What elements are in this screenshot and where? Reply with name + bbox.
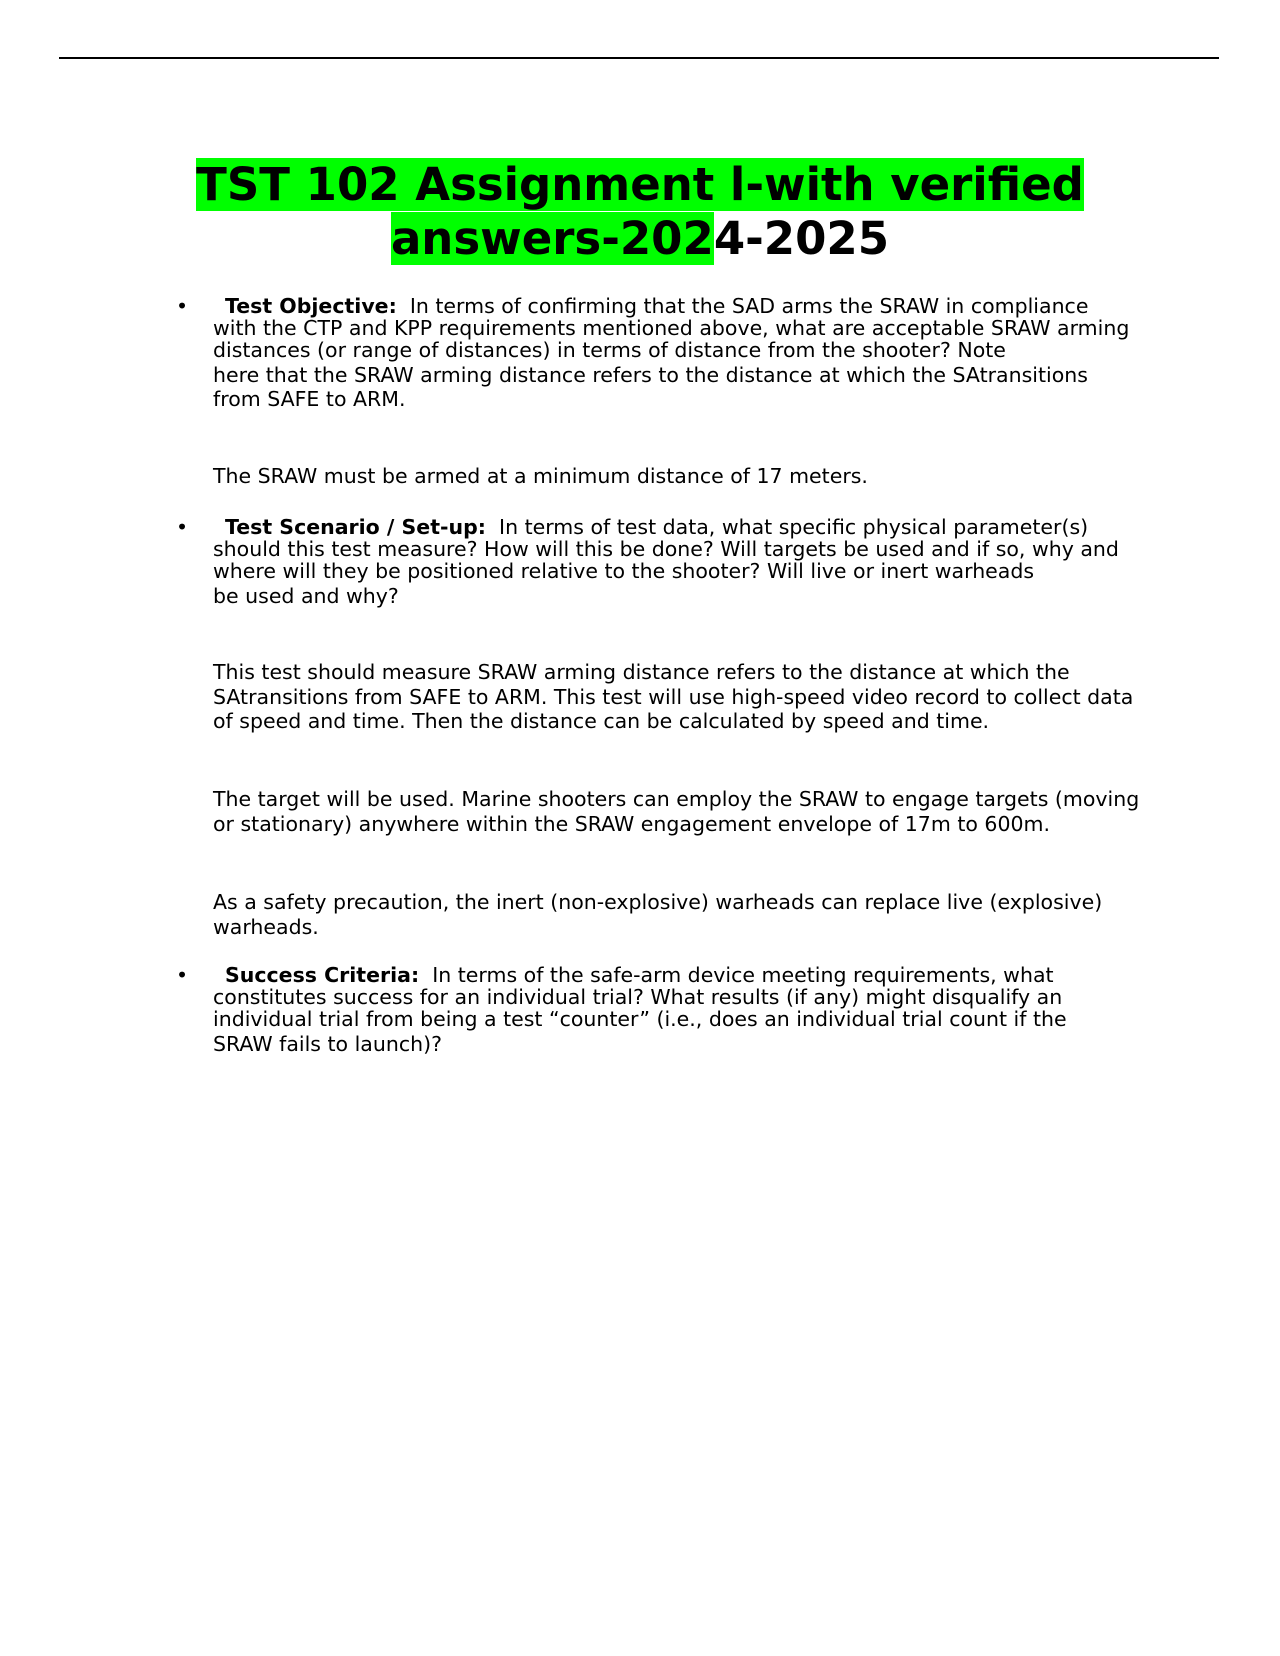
bullet-icon: • [176,963,189,987]
bullet-icon: • [176,294,189,318]
answer-paragraph: As a safety precaution, the inert (non-explosive) warheads can replace live (explosive) warheads. [213,890,1103,939]
question-lead-text: In terms of the safe-arm device meeting requirements, what constitutes success for an individual trial? What results (if any) might disqualify an individual trial from being a test “counter” (i.e., does an individual trial count if the [213,963,1067,1031]
question-lead [213,295,1136,361]
section-label: Test Objective: [225,294,397,318]
question-lead-text: In terms of confirming that the SAD arms the SRAW in compliance with the CTP and KPP requirements mentioned above, what are acceptable SRAW arming distances (or range of distances) in terms of distance from the shooter? Note [213,294,1130,362]
title-line-2-highlight: answers-202 [390,212,714,265]
question-tail: here that the SRAW arming distance refers to the distance at which the SAtransitions from SAFE to ARM. [213,363,1088,411]
title-line-1: TST 102 Assignment l-with verified [196,158,1084,211]
title-line-2-rest: 4-2025 [713,212,890,265]
question [213,295,1136,411]
answer-paragraph: The target will be used. Marine shooters can employ the SRAW to engage targets (moving or stationary) anywhere within the SRAW engagement envelope of 17m to 600m. [213,787,1140,836]
question-tail: be used and why? [213,584,399,608]
top-rule [59,57,1219,59]
section-label: Success Criteria: [225,963,420,987]
question-lead-text: In terms of test data, what specific physical parameter(s) should this test measure? How will this be done? Will targets be used and if so, why and where will they be positioned relative to the shooter? Will live or inert warheads [213,515,1119,583]
section-label: Test Scenario / Set-up: [225,515,486,539]
section-test-scenario [176,516,1136,608]
question-tail: SRAW fails to launch)? [213,1032,442,1056]
question-lead [213,516,1136,582]
question [213,516,1136,608]
answer-paragraph: This test should measure SRAW arming distance refers to the distance at which the SAtransitions from SAFE to ARM. This test will use high-speed video record to collect data of speed and time. Then the distance can be calculated by speed and time. [213,660,1134,733]
section-success-criteria [176,964,1136,1056]
bullet-icon: • [176,515,189,539]
answer-paragraph: The SRAW must be armed at a minimum distance of 17 meters. [213,464,868,488]
question-lead [213,964,1136,1030]
document-title [0,158,1280,266]
question [213,964,1136,1056]
section-test-objective [176,295,1136,411]
